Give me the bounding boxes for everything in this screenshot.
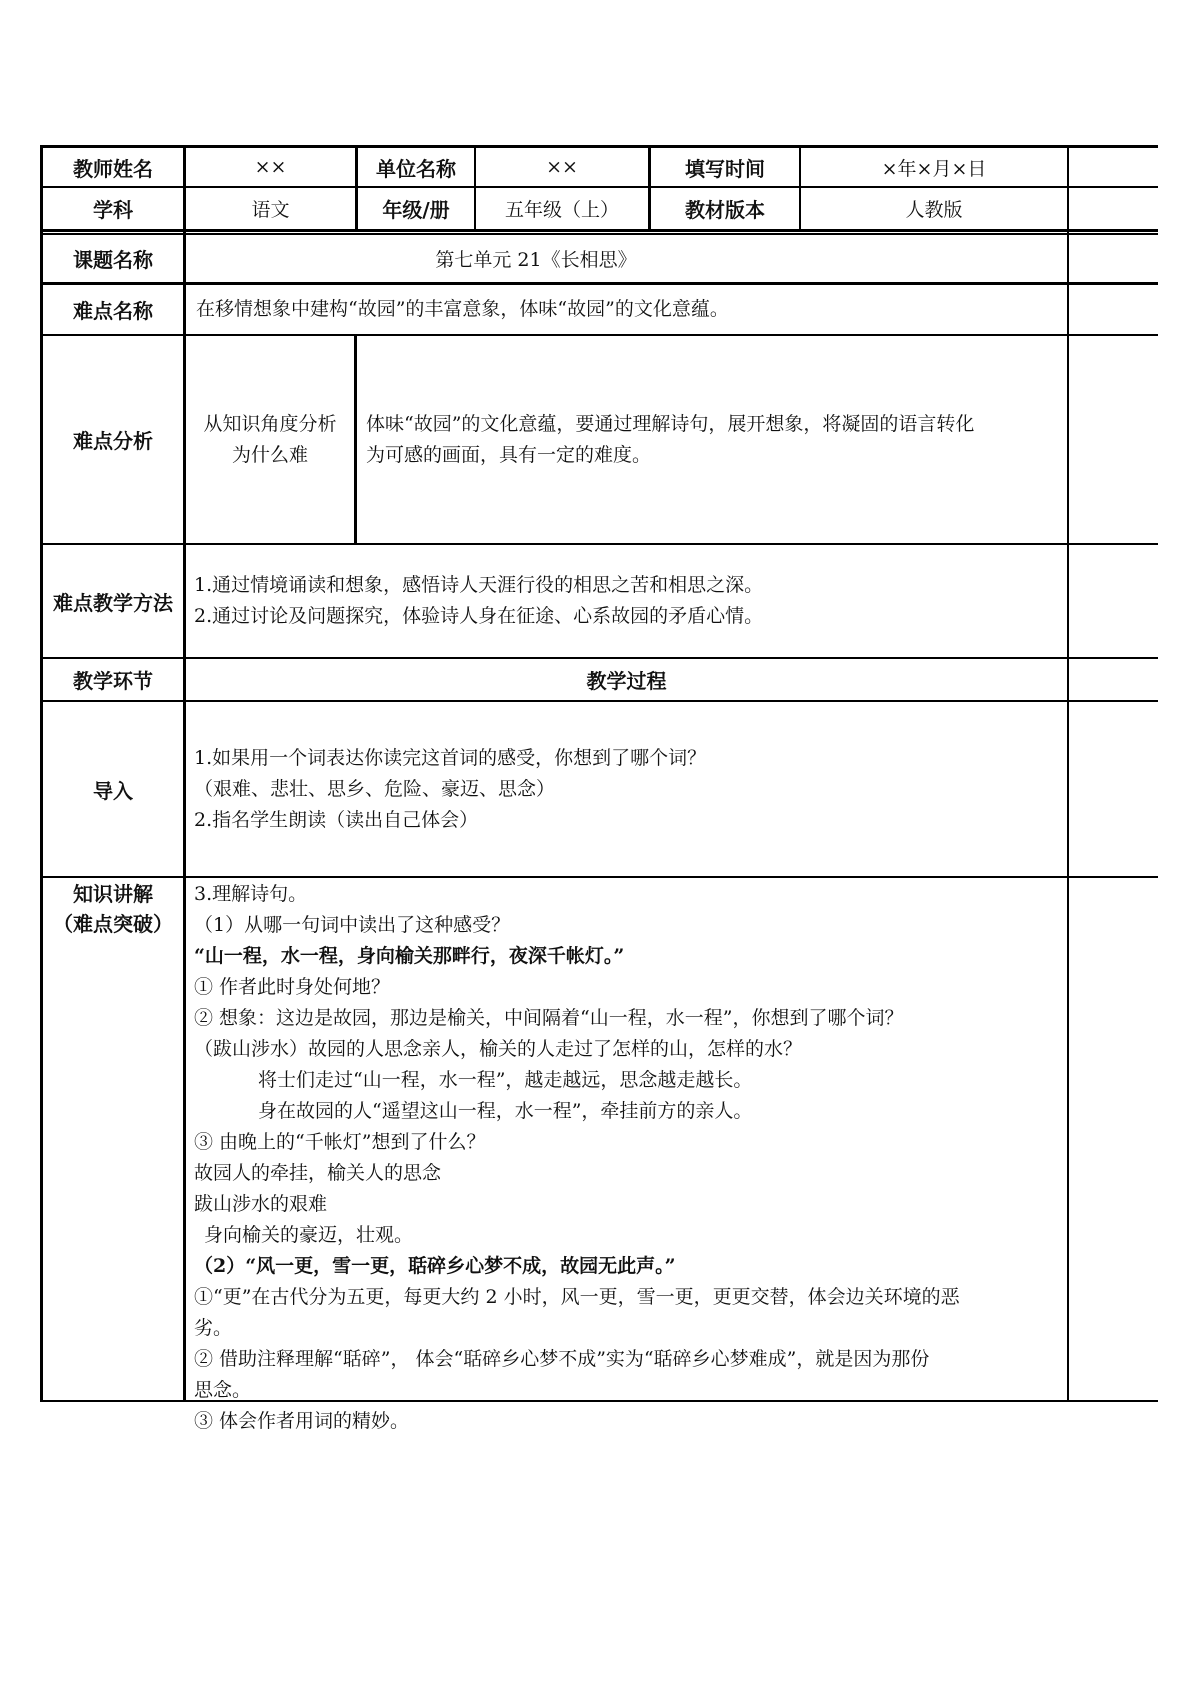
label-column-divider	[183, 145, 186, 1402]
subject-value: 语文	[251, 199, 290, 221]
teaching-process-label: 教学过程	[586, 669, 667, 693]
grade-label: 年级/册	[382, 198, 450, 222]
teaching-stage-label: 教学环节	[73, 669, 153, 693]
unit-name-label: 单位名称	[376, 156, 456, 181]
knowledge-line: 身在故园的人“遥望这山一程，水一程”，牵挂前方的亲人。	[258, 1100, 753, 1122]
analysis-column-divider	[354, 335, 357, 544]
edition-label: 教材版本	[685, 198, 765, 222]
difficulty-label: 难点名称	[73, 299, 153, 323]
knowledge-line: “山一程，水一程，身向榆关那畔行，夜深千帐灯。”	[194, 945, 625, 967]
knowledge-label	[43, 879, 183, 939]
intro-label: 导入	[93, 778, 133, 803]
analysis-text	[366, 336, 1064, 543]
table-row-divider	[40, 229, 1158, 232]
topic-value: 第七单元 21《长相思》	[435, 249, 637, 271]
knowledge-line: 思念。	[194, 1379, 252, 1401]
intro-content	[194, 702, 1054, 876]
analysis-sub-label-line: 为什么难	[231, 443, 308, 466]
method-content	[194, 545, 1054, 657]
teacher-name-value: ××	[254, 156, 287, 178]
table-border-right	[1067, 145, 1069, 1402]
method-line: 2.通过讨论及问题探究，体验诗人身在征途、心系故园的矛盾心情。	[194, 605, 764, 627]
intro-line: 2.指名学生朗读（读出自己体会）	[194, 808, 479, 831]
knowledge-label-line: （难点突破）	[53, 912, 173, 936]
knowledge-line: ② 借助注释理解“聒碎”， 体会“聒碎乡心梦不成”实为“聒碎乡心梦难成”，就是因为那份	[194, 1348, 930, 1370]
difficulty-value: 在移情想象中建构“故园”的丰富意象，体味“故园”的文化意蕴。	[196, 298, 729, 320]
knowledge-line: （1）从哪一句词中读出了这种感受？	[194, 914, 511, 936]
knowledge-line: 身向榆关的豪迈，壮观。	[204, 1224, 414, 1246]
intro-line: （艰难、悲壮、思乡、危险、豪迈、思念）	[194, 777, 556, 800]
method-label: 难点教学方法	[53, 590, 173, 615]
grade-value: 五年级（上）	[504, 199, 619, 221]
knowledge-line: （2）“风一更，雪一更，聒碎乡心梦不成，故园无此声。”	[194, 1255, 676, 1277]
analysis-text-line: 为可感的画面，具有一定的难度。	[366, 443, 652, 466]
method-line: 1.通过情境诵读和想象，感悟诗人天涯行役的相思之苦和相思之深。	[194, 574, 764, 596]
subject-label: 学科	[93, 198, 133, 222]
edition-value: 人教版	[905, 199, 963, 221]
knowledge-line: 跋山涉水的艰难	[194, 1193, 328, 1215]
teacher-name-label: 教师姓名	[73, 156, 153, 181]
topic-label: 课题名称	[73, 248, 153, 272]
knowledge-line: ③ 体会作者用词的精妙。	[194, 1410, 410, 1432]
knowledge-line: （跋山涉水）故园的人思念亲人，榆关的人走过了怎样的山，怎样的水？	[194, 1038, 803, 1060]
knowledge-line: ② 想象：这边是故园，那边是榆关，中间隔着“山一程，水一程”，你想到了哪个词？	[194, 1007, 904, 1029]
knowledge-line: 将士们走过“山一程，水一程”，越走越远，思念越走越长。	[258, 1069, 753, 1091]
knowledge-line: ①“更”在古代分为五更，每更大约 2 小时，风一更，雪一更，更更交替，体会边关环境的恶	[194, 1286, 960, 1308]
knowledge-line: 故园人的牵挂，榆关人的思念	[194, 1162, 442, 1184]
fill-time-value: ×年×月×日	[881, 157, 987, 180]
analysis-sub-label-line: 从知识角度分析	[203, 412, 337, 435]
knowledge-line: 劣。	[194, 1317, 233, 1339]
knowledge-line: 3.理解诗句。	[194, 883, 308, 905]
knowledge-line: ③ 由晚上的“千帐灯”想到了什么？	[194, 1131, 486, 1153]
knowledge-label-line: 知识讲解	[73, 882, 153, 906]
knowledge-content	[194, 879, 1060, 1432]
fill-time-label: 填写时间	[685, 156, 765, 181]
table-row-divider	[40, 876, 1158, 878]
analysis-text-line: 体味“故园”的文化意蕴，要通过理解诗句，展开想象，将凝固的语言转化	[366, 412, 975, 435]
intro-line: 1.如果用一个词表达你读完这首词的感受，你想到了哪个词？	[194, 746, 707, 769]
unit-name-value: ××	[546, 156, 578, 178]
analysis-label: 难点分析	[73, 429, 153, 453]
analysis-sub-label	[186, 336, 354, 543]
knowledge-line: ① 作者此时身处何地？	[194, 976, 391, 998]
